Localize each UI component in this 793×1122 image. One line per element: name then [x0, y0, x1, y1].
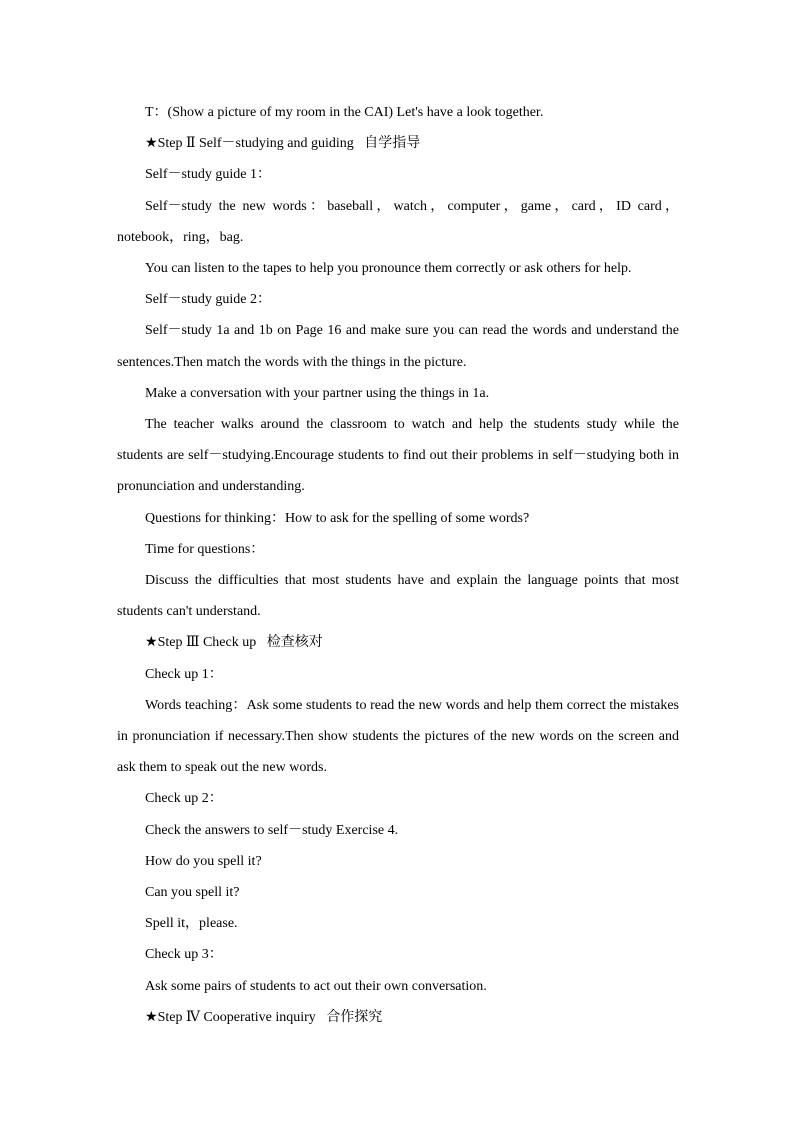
guide-1-title: Self－study guide 1：: [145, 167, 271, 183]
question-spell-3: Spell it，please.: [145, 916, 238, 932]
guide-1-text: Self－study the new words：baseball，watch，computer，game，card，ID card，notebook，ring，bag.: [117, 198, 679, 245]
step-2-chinese-label: 自学指导: [364, 135, 421, 152]
check-3-title: Check up 3：: [145, 947, 223, 963]
check-1-title: Check up 1：: [145, 666, 223, 682]
step-3-heading: [117, 627, 679, 658]
star-icon: ★: [145, 136, 158, 152]
step-4-heading: [117, 1002, 679, 1033]
check-2-title: Check up 2：: [145, 791, 223, 807]
check-1-text: Words teaching：Ask some students to read the new words and help them correct the mistakes in pronunciation if necessary.Then show students the pictures of the new words on the screen and ask them to speak out the new words.: [117, 697, 679, 776]
check-2-text: Check the answers to self－study Exercise 4.: [145, 822, 399, 838]
questions-paragraph: Questions for thinking：How to ask for the spelling of some words?: [145, 510, 530, 526]
check-3-text: Ask some pairs of students to act out their own conversation.: [145, 978, 487, 994]
listen-paragraph: You can listen to the tapes to help you pronounce them correctly or ask others for help.: [145, 261, 632, 277]
intro-paragraph: T：(Show a picture of my room in the CAI) Let's have a look together.: [145, 105, 544, 120]
step-3-chinese-label: 检查核对: [266, 634, 323, 651]
question-spell-2: Can you spell it?: [145, 885, 240, 901]
step-3-label: Step Ⅲ Check up: [157, 635, 257, 651]
step-2-heading: [117, 128, 679, 159]
document-body: [117, 97, 679, 1033]
time-for-questions: Time for questions：: [145, 541, 265, 557]
star-icon: ★: [145, 1009, 158, 1025]
discuss-paragraph: Discuss the difficulties that most students have and explain the language points that most students can't understand.: [117, 573, 679, 620]
step-4-label: Step Ⅳ Cooperative inquiry: [157, 1009, 316, 1025]
conversation-paragraph: Make a conversation with your partner using the things in 1a.: [145, 385, 490, 401]
question-spell-1: How do you spell it?: [145, 853, 262, 869]
guide-2-text: Self－study 1a and 1b on Page 16 and make sure you can read the words and understand the sentences.Then match the words with the things in the picture.: [117, 323, 679, 370]
step-2-label: Step Ⅱ Self－studying and guiding: [157, 136, 354, 152]
guide-2-title: Self－study guide 2：: [145, 292, 271, 308]
step-4-chinese-label: 合作探究: [326, 1008, 383, 1025]
star-icon: ★: [145, 635, 158, 651]
teacher-paragraph: The teacher walks around the classroom to watch and help the students study while the students are self－studying.Encourage students to find out their problems in self－studying both in pronunciation and understanding.: [117, 417, 679, 495]
